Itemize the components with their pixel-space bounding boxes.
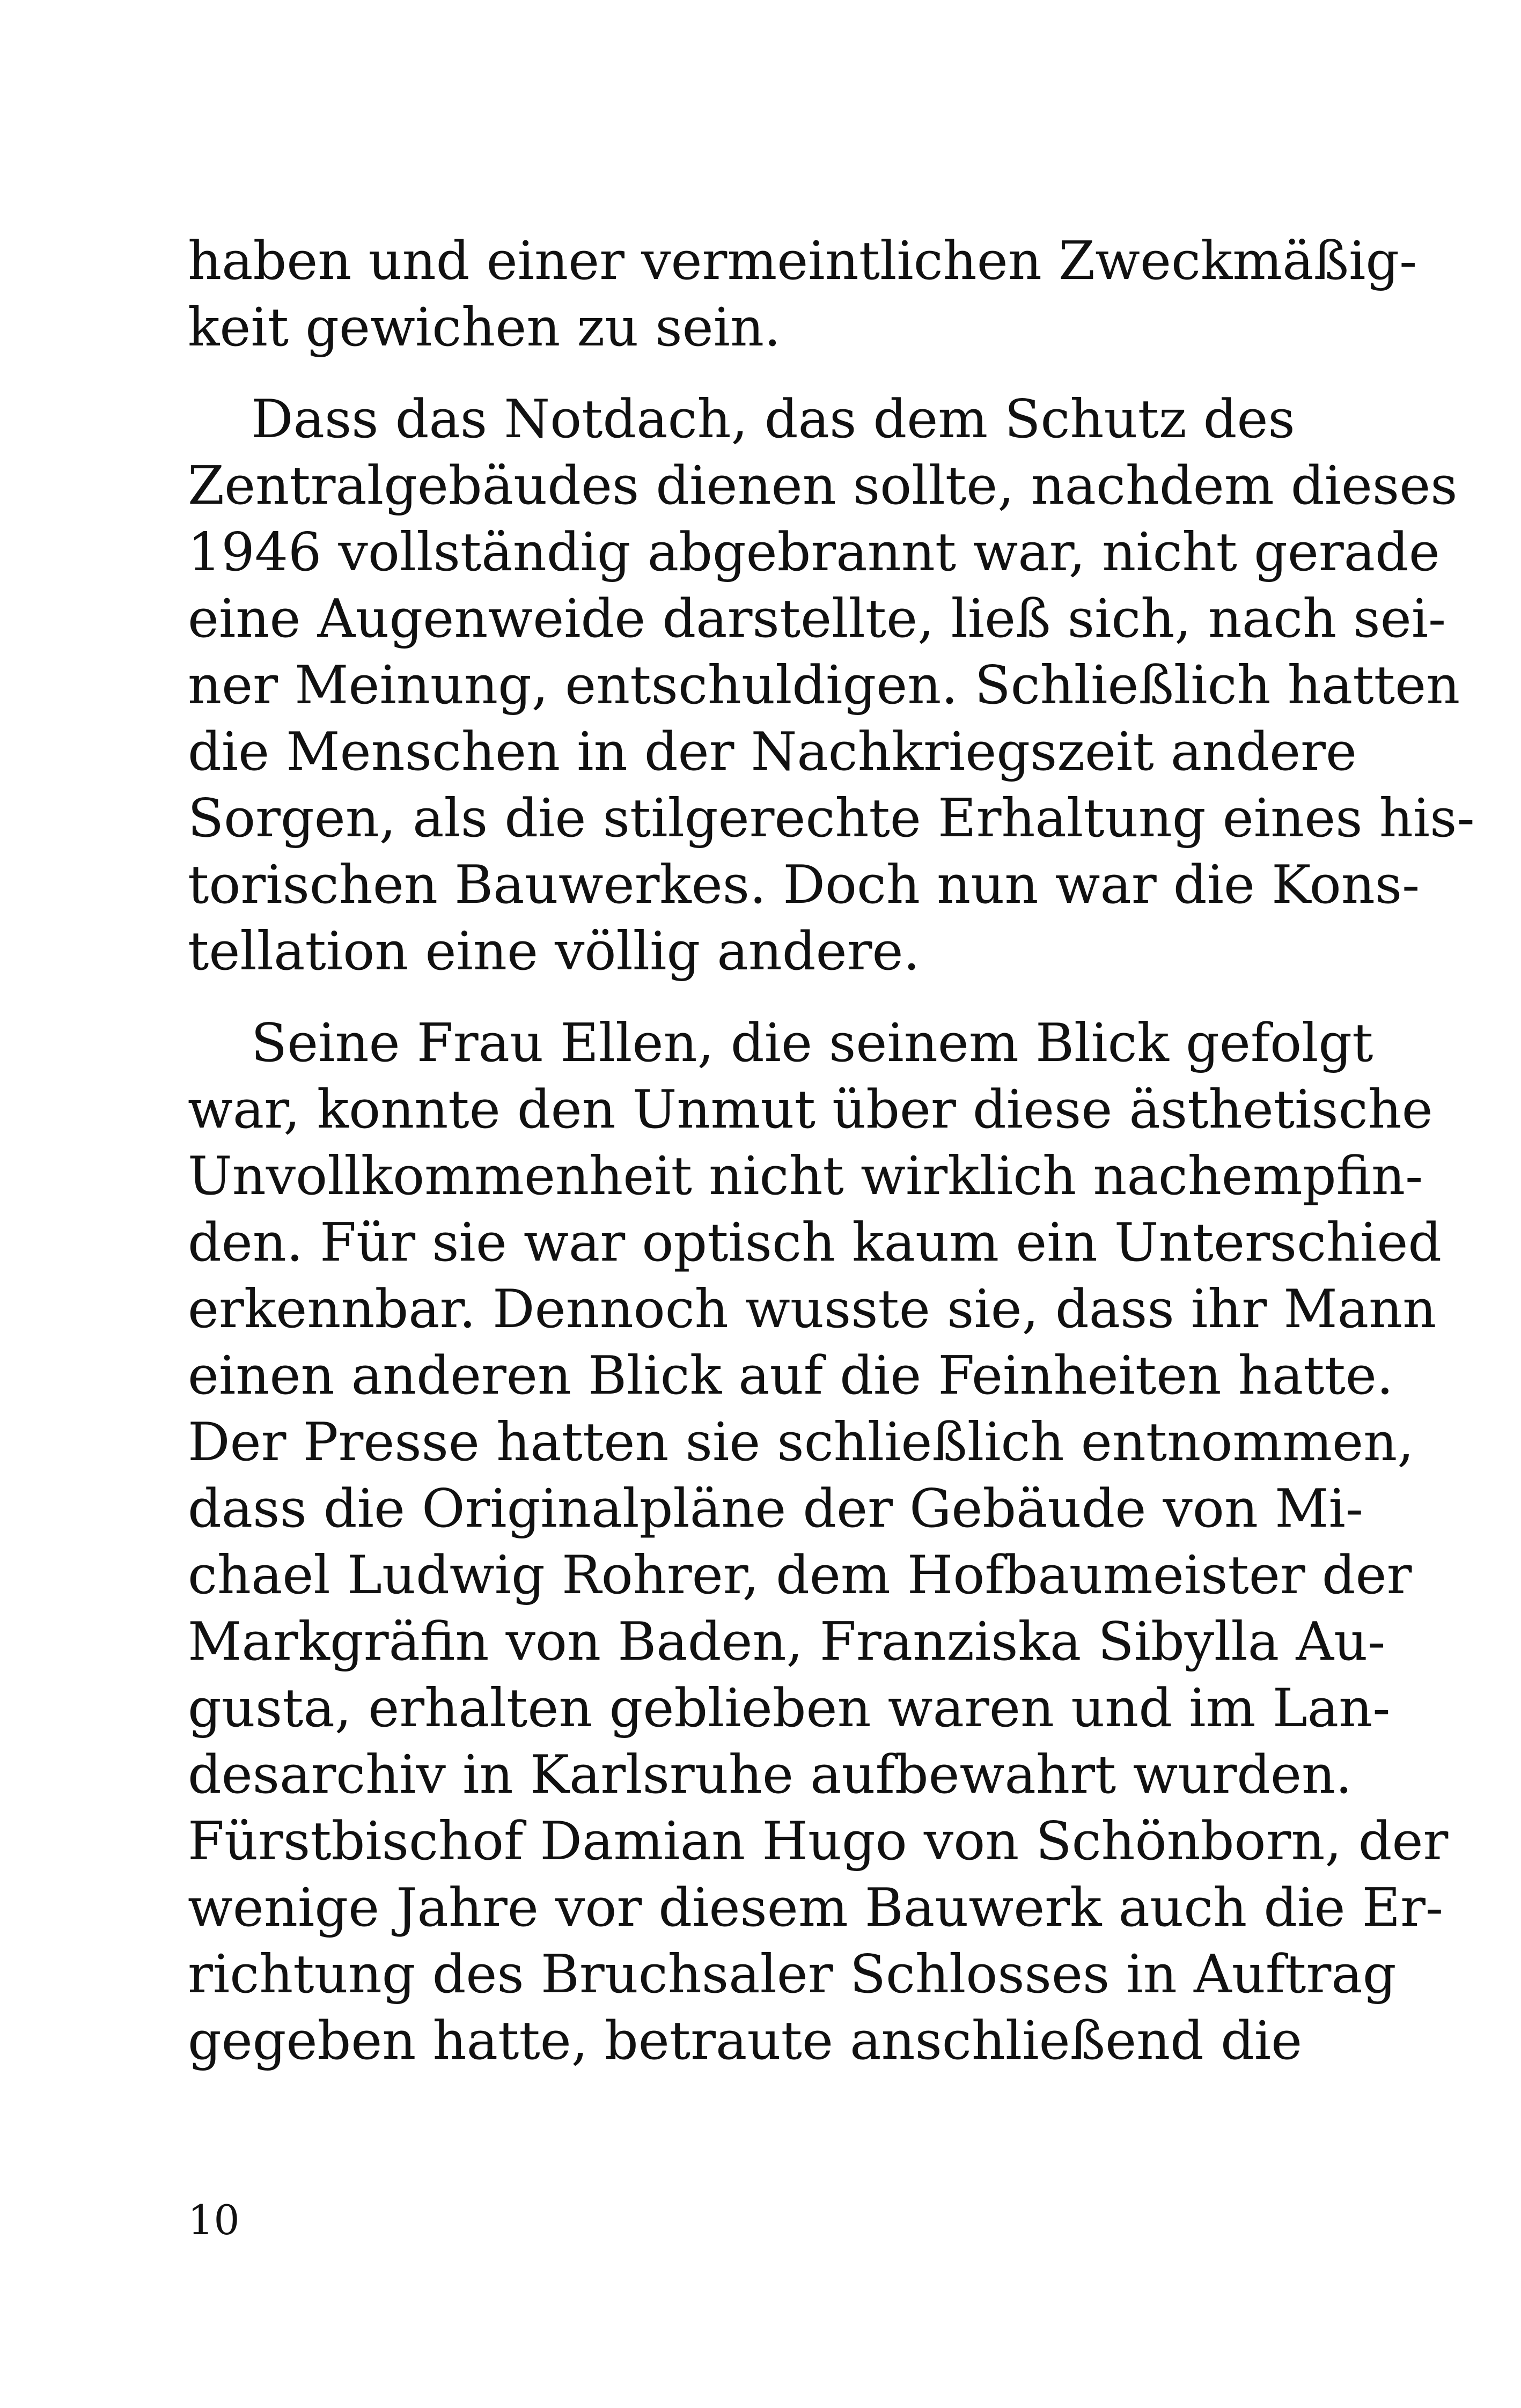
text-line: haben und einer vermeintlichen Zweckmäßig-	[188, 231, 1417, 292]
paragraph-spacing	[188, 985, 1294, 1010]
text-line: desarchiv in Karlsruhe aufbewahrt wurden.	[188, 1744, 1353, 1806]
text-line: ner Meinung, entschuldigen. Schließlich hatten	[188, 655, 1460, 716]
text-line: Der Presse hatten sie schließlich entnommen,	[188, 1412, 1414, 1473]
text-line: richtung des Bruchsaler Schlosses in Auftrag	[188, 1944, 1397, 2005]
text-line: Dass das Notdach, das dem Schutz des	[251, 389, 1295, 450]
text-line: gegeben hatte, betraute anschließend die	[188, 2011, 1303, 2072]
paragraph	[188, 386, 1475, 985]
text-line: dass die Originalpläne der Gebäude von Mi-	[188, 1478, 1363, 1540]
text-line: 1946 vollständig abgebrannt war, nicht gerade	[188, 522, 1440, 583]
text-line: torischen Bauwerkes. Doch nun war die Kons-	[188, 855, 1420, 916]
text-line: gusta, erhalten geblieben waren und im Lan-	[188, 1678, 1391, 1739]
text-line: Fürstbischof Damian Hugo von Schönborn, der	[188, 1811, 1449, 1872]
text-line: war, konnte den Unmut über diese ästhetische	[188, 1079, 1433, 1140]
text-line: Seine Frau Ellen, die seinem Blick gefolgt	[251, 1013, 1373, 1074]
body-text	[188, 228, 1475, 2074]
page-number: 10	[188, 2196, 240, 2244]
text-line: chael Ludwig Rohrer, dem Hofbaumeister der	[188, 1545, 1412, 1606]
text-line: tellation eine völlig andere.	[188, 921, 920, 982]
paragraph-spacing	[188, 361, 1294, 386]
text-line: keit gewichen zu sein.	[188, 297, 781, 358]
paragraph	[188, 228, 1417, 361]
paragraph	[188, 1010, 1449, 2074]
text-line: Markgräfin von Baden, Franziska Sibylla Au-	[188, 1611, 1386, 1673]
text-line: den. Für sie war optisch kaum ein Unterschied	[188, 1212, 1442, 1273]
text-line: Sorgen, als die stilgerechte Erhaltung eines his-	[188, 788, 1475, 849]
text-line: erkennbar. Dennoch wusste sie, dass ihr Mann	[188, 1279, 1437, 1340]
text-line: eine Augenweide darstellte, ließ sich, nach sei-	[188, 588, 1446, 650]
text-line: die Menschen in der Nachkriegszeit andere	[188, 721, 1357, 783]
text-line: wenige Jahre vor diesem Bauwerk auch die Er-	[188, 1877, 1444, 1939]
text-line: Unvollkommenheit nicht wirklich nachempfin-	[188, 1146, 1423, 1207]
text-line: Zentralgebäudes dienen sollte, nachdem dieses	[188, 455, 1458, 517]
text-line: einen anderen Blick auf die Feinheiten hatte.	[188, 1345, 1394, 1406]
